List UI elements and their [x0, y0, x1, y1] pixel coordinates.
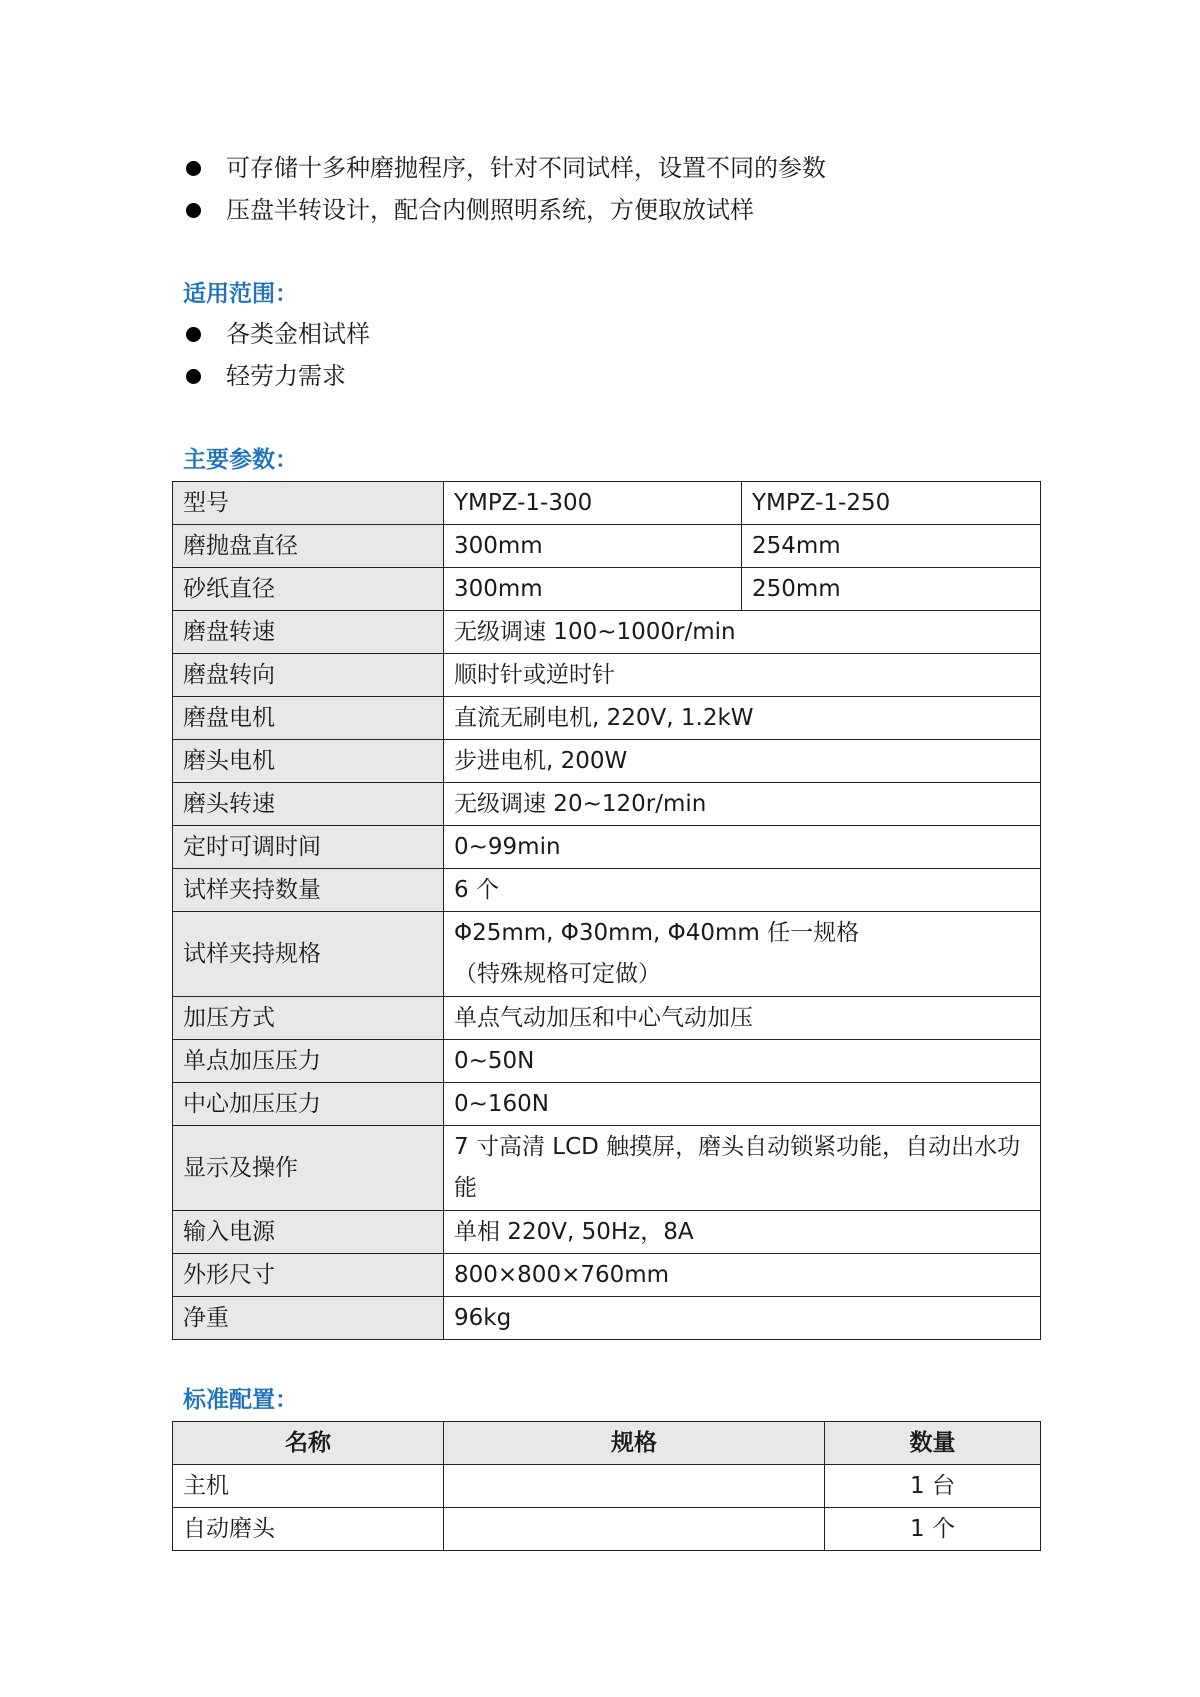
row-value: 0~50N: [444, 1040, 1041, 1083]
row-value: 单相 220V, 50Hz，8A: [444, 1211, 1041, 1254]
feature-text: 可存储十多种磨抛程序，针对不同试样，设置不同的参数: [226, 154, 826, 182]
row-value: 0~160N: [444, 1083, 1041, 1126]
table-row: [173, 1040, 1041, 1083]
row-value: 6 个: [444, 869, 1041, 912]
table-row: [173, 997, 1041, 1040]
config-table: [172, 1421, 1041, 1551]
model-b: YMPZ-1-250: [742, 482, 1041, 525]
feature-list: [180, 147, 826, 231]
spec-table: [172, 481, 1041, 1340]
row-value-b: 254mm: [742, 525, 1041, 568]
table-row: [173, 1297, 1041, 1340]
table-row: [173, 1508, 1041, 1551]
table-row: [173, 482, 1041, 525]
table-row: [173, 826, 1041, 869]
row-value: 0~99min: [444, 826, 1041, 869]
row-value: 直流无刷电机, 220V, 1.2kW: [444, 697, 1041, 740]
list-item: [180, 189, 826, 231]
row-label: 试样夹持数量: [173, 869, 444, 912]
row-label: 输入电源: [173, 1211, 444, 1254]
bullet-icon: [186, 327, 201, 342]
row-label: 型号: [173, 482, 444, 525]
scope-text: 各类金相试样: [226, 320, 370, 348]
row-value-a: 300mm: [444, 568, 742, 611]
table-row: [173, 525, 1041, 568]
row-value: Φ25mm, Φ30mm, Φ40mm 任一规格 （特殊规格可定做）: [444, 912, 1041, 997]
bullet-icon: [186, 369, 201, 384]
row-label: 磨头电机: [173, 740, 444, 783]
row-label: 磨盘转速: [173, 611, 444, 654]
row-value: 无级调速 20~120r/min: [444, 783, 1041, 826]
config-name: 自动磨头: [173, 1508, 444, 1551]
row-label: 砂纸直径: [173, 568, 444, 611]
table-row: [173, 783, 1041, 826]
row-label: 磨盘转向: [173, 654, 444, 697]
scope-text: 轻劳力需求: [226, 362, 346, 390]
row-value: 无级调速 100~1000r/min: [444, 611, 1041, 654]
table-header-row: [173, 1422, 1041, 1465]
row-value: 单点气动加压和中心气动加压: [444, 997, 1041, 1040]
column-header-name: 名称: [173, 1422, 444, 1465]
table-row: [173, 912, 1041, 997]
config-spec: [444, 1465, 825, 1508]
table-row: [173, 1254, 1041, 1297]
scope-list: [180, 313, 370, 397]
row-value: 800×800×760mm: [444, 1254, 1041, 1297]
row-label: 中心加压压力: [173, 1083, 444, 1126]
list-item: [180, 147, 826, 189]
row-label: 磨盘电机: [173, 697, 444, 740]
list-item: [180, 355, 370, 397]
table-row: [173, 568, 1041, 611]
config-qty: 1 个: [825, 1508, 1041, 1551]
table-row: [173, 697, 1041, 740]
config-qty: 1 台: [825, 1465, 1041, 1508]
table-row: [173, 1126, 1041, 1211]
row-value-a: 300mm: [444, 525, 742, 568]
list-item: [180, 313, 370, 355]
bullet-icon: [186, 203, 201, 218]
column-header-spec: 规格: [444, 1422, 825, 1465]
config-name: 主机: [173, 1465, 444, 1508]
row-value: 96kg: [444, 1297, 1041, 1340]
table-row: [173, 611, 1041, 654]
table-row: [173, 1211, 1041, 1254]
config-heading: 标准配置：: [183, 1387, 298, 1413]
column-header-qty: 数量: [825, 1422, 1041, 1465]
row-label: 净重: [173, 1297, 444, 1340]
row-label: 磨抛盘直径: [173, 525, 444, 568]
row-label: 加压方式: [173, 997, 444, 1040]
row-value-b: 250mm: [742, 568, 1041, 611]
row-label: 单点加压压力: [173, 1040, 444, 1083]
table-row: [173, 1083, 1041, 1126]
table-row: [173, 740, 1041, 783]
row-label: 定时可调时间: [173, 826, 444, 869]
config-spec: [444, 1508, 825, 1551]
table-row: [173, 654, 1041, 697]
row-label: 显示及操作: [173, 1126, 444, 1211]
row-value: 顺时针或逆时针: [444, 654, 1041, 697]
scope-heading: 适用范围：: [183, 281, 298, 307]
row-value: 7 寸高清 LCD 触摸屏，磨头自动锁紧功能，自动出水功能: [444, 1126, 1041, 1211]
row-label: 试样夹持规格: [173, 912, 444, 997]
table-row: [173, 1465, 1041, 1508]
row-label: 磨头转速: [173, 783, 444, 826]
feature-text: 压盘半转设计，配合内侧照明系统，方便取放试样: [226, 196, 754, 224]
row-value: 步进电机, 200W: [444, 740, 1041, 783]
table-row: [173, 869, 1041, 912]
model-a: YMPZ-1-300: [444, 482, 742, 525]
bullet-icon: [186, 161, 201, 176]
row-label: 外形尺寸: [173, 1254, 444, 1297]
params-heading: 主要参数：: [183, 447, 298, 473]
